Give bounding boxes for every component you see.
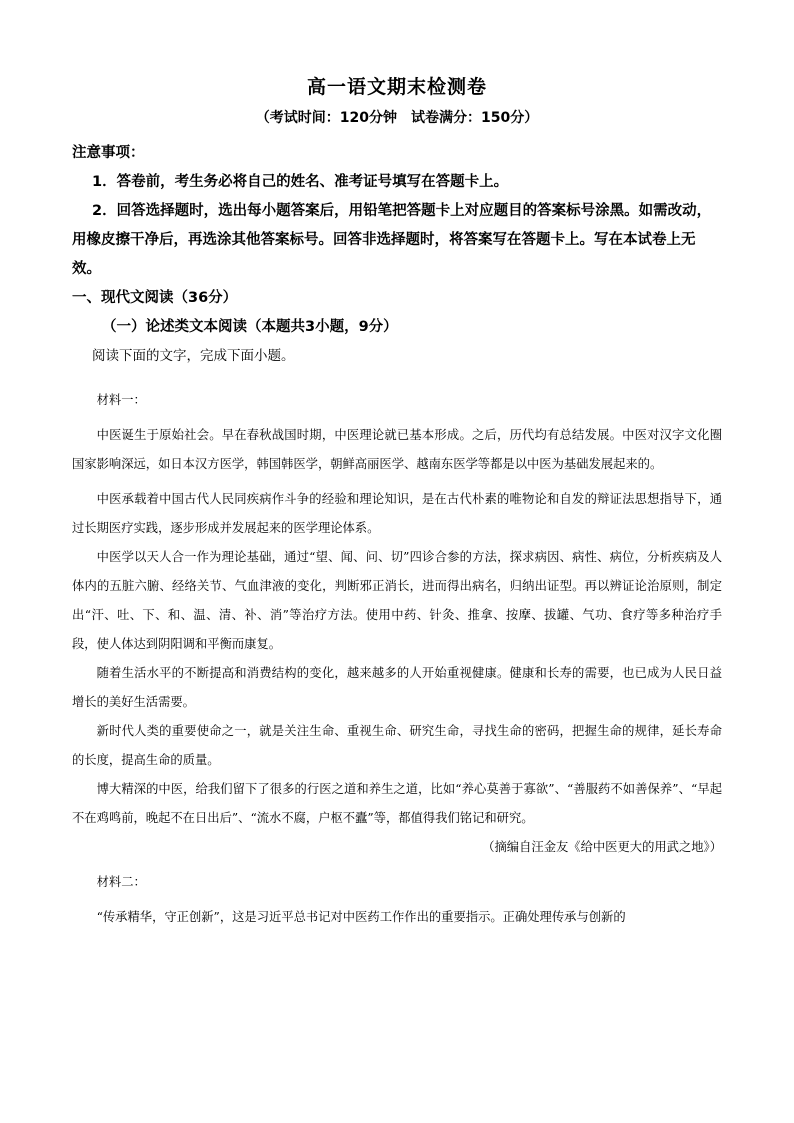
reading-passage — [72, 386, 722, 932]
material1-paragraph-3: 中医学以天人合一作为理论基础，通过“望、闻、问、切”四诊合参的方法，探求病因、病性、病位，分析疾病及人体内的五脏六腑、经络关节、气血津液的变化，判断邪正消长，进而得出病名，归纳出证型。再以辨证论治原则，制定出“汗、吐、下、和、温、清、补、消”等治疗方法。使用中药、针灸、推拿、按摩、拔罐、气功、食疗等多种治疗手段，使人体达到阴阳调和平衡而康复。 — [72, 550, 722, 651]
exam-subtitle: （考试时间：120分钟 试卷满分：150分） — [255, 110, 539, 126]
notice-item-1: 1．答卷前，考生务必将自己的姓名、准考证号填写在答题卡上。 — [92, 174, 509, 190]
material1-paragraph-4: 随着生活水平的不断提高和消费结构的变化，越来越多的人开始重视健康。健康和长寿的需要，也已成为人民日益增长的美好生活需要。 — [72, 666, 722, 709]
material1-paragraph-6: 博大精深的中医，给我们留下了很多的行医之道和养生之道，比如“养心莫善于寡欲”、“善服药不如善保养”、“早起不在鸡鸣前，晚起不在日出后”、“流水不腐，户枢不蠹”等，都值得我们铭记和研究。 — [72, 782, 722, 825]
notice-item-2: 2．回答选择题时，选出每小题答案后，用铅笔把答题卡上对应题目的答案标号涂黑。如需改动，用橡皮擦干净后，再选涂其他答案标号。回答非选择题时，将答案写在答题卡上。写在本试卷上无效。 — [72, 203, 712, 277]
notice-heading: 注意事项： — [72, 145, 145, 161]
material1-source: （摘编自汪金友《给中医更大的用武之地》） — [482, 840, 722, 854]
section-title: 一、现代文阅读（36分） — [72, 290, 238, 306]
subsection-title: （一）论述类文本阅读（本题共3小题，9分） — [102, 319, 398, 335]
notice-block — [72, 139, 722, 371]
material2-paragraph: “传承精华，守正创新”，这是习近平总书记对中医药工作作出的重要指示。正确处理传承与创新的 — [96, 910, 626, 924]
material1-paragraph-5: 新时代人类的重要使命之一，就是关注生命、重视生命、研究生命，寻找生命的密码，把握生命的规律，延长寿命的长度，提高生命的质量。 — [72, 724, 722, 767]
material1-paragraph-1: 中医诞生于原始社会。早在春秋战国时期，中医理论就已基本形成。之后，历代均有总结发展。中医对汉字文化圈国家影响深远，如日本汉方医学，韩国韩医学，朝鲜高丽医学、越南东医学等都是以中医为基础发展起来的。 — [72, 428, 722, 471]
material1-paragraph-2: 中医承载着中国古代人民同疾病作斗争的经验和理论知识，是在古代朴素的唯物论和自发的辩证法思想指导下，通过长期医疗实践，逐步形成并发展起来的医学理论体系。 — [72, 492, 722, 535]
material2-label: 材料二： — [96, 875, 146, 889]
material1-label: 材料一： — [96, 393, 146, 407]
reading-instruction: 阅读下面的文字，完成下面小题。 — [92, 348, 295, 364]
exam-title: 高一语文期末检测卷 — [306, 76, 487, 98]
